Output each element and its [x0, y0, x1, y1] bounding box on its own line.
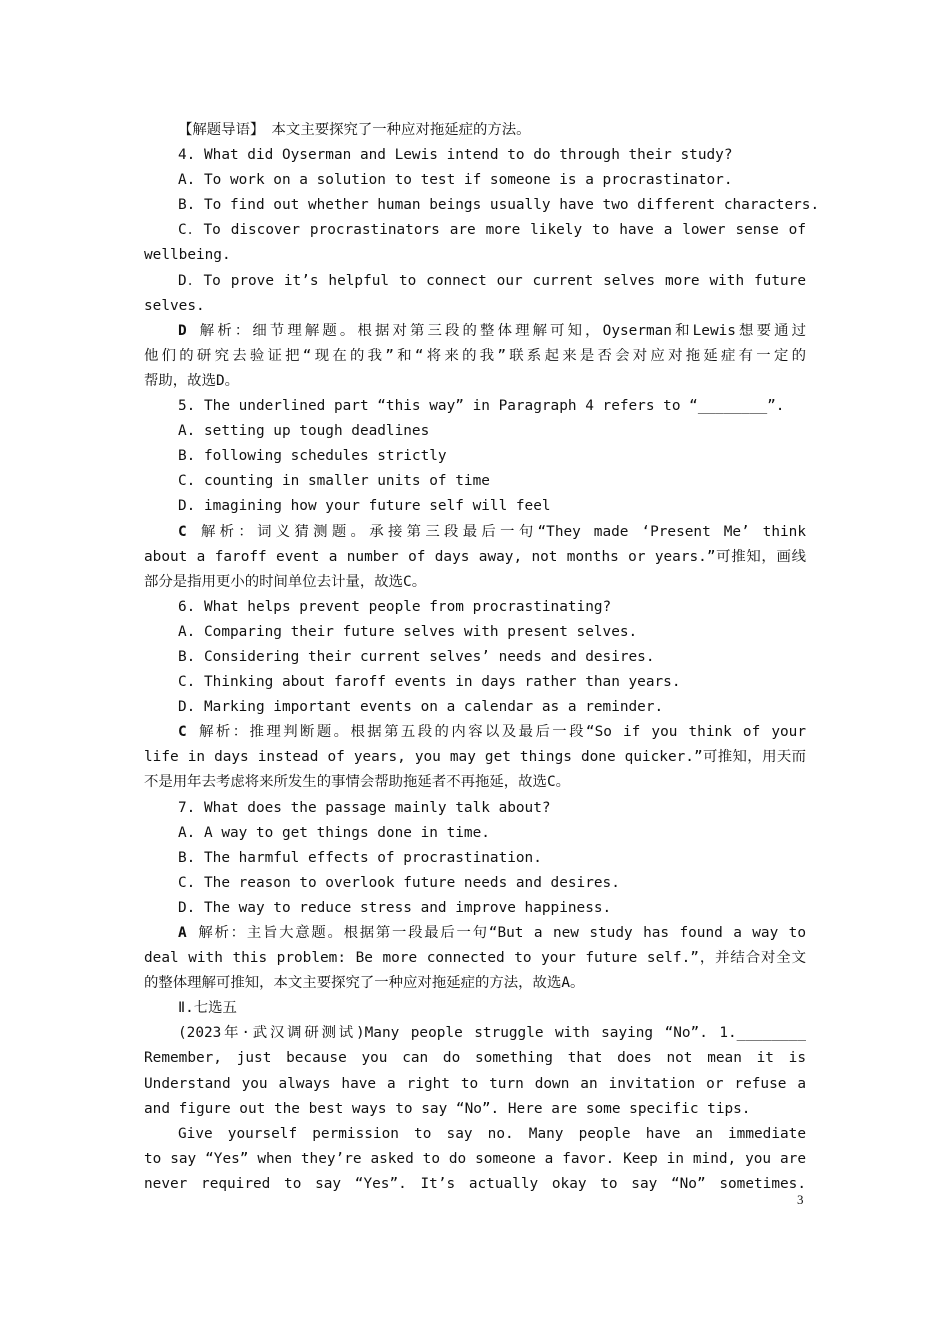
q7-answer: A [178, 925, 187, 941]
q7-option-b: B. The harmful effects of procrastination. [178, 849, 542, 866]
q7-explanation-cont: deal with this problem: Be more connected to your future self.”，并结合对全文 [144, 950, 806, 967]
q6-option-d: D. Marking important events on a calendar as a reminder. [178, 699, 664, 716]
q4-option-c-cont: wellbeing. [144, 247, 231, 264]
question-5: 5. The underlined part “this way” in Paragraph 4 refers to “________”. [178, 398, 785, 415]
q5-option-a: A. setting up tough deadlines [178, 423, 430, 440]
q7-option-d: D. The way to reduce stress and improve happiness. [178, 899, 612, 916]
question-4: 4. What did Oyserman and Lewis intend to do through their study? [178, 147, 733, 164]
q4-option-b: B. To find out whether human beings usually have two different characters. [178, 197, 820, 214]
section-heading: Ⅱ.七选五 [178, 1000, 237, 1017]
q7-option-a: A. A way to get things done in time. [178, 824, 490, 841]
q5-option-d: D. imagining how your future self will feel [178, 498, 551, 515]
q5-option-b: B. following schedules strictly [178, 448, 447, 465]
q4-option-d: D．To prove it’s helpful to connect our current selves more with future [178, 272, 806, 289]
q5-explanation: C 解析：词义猜测题。承接第三段最后一句“They made ‘Present Me’ think [178, 523, 806, 540]
q6-explanation-end: 不是用年去考虑将来所发生的事情会帮助拖延者不再拖延，故选C。 [144, 774, 570, 791]
q5-explanation-cont: about a faroff event a number of days away, not months or years.”可推知，画线 [144, 548, 806, 565]
q5-answer: C [178, 523, 187, 540]
q4-option-d-cont: selves. [144, 297, 205, 314]
q6-option-a: A. Comparing their future selves with present selves. [178, 623, 638, 640]
q6-option-c: C. Thinking about faroff events in days rather than years. [178, 674, 681, 691]
q4-explanation-cont: 他们的研究去验证把“现在的我”和“将来的我”联系起来是否会对应对拖延症有一定的 [144, 347, 806, 364]
q7-explanation-end: 的整体理解可推知，本文主要探究了一种应对拖延症的方法，故选A。 [144, 975, 585, 992]
q4-explanation: D 解析：细节理解题。根据对第三段的整体理解可知，Oyserman和Lewis想要通过 [178, 322, 806, 339]
q5-option-c: C. counting in smaller units of time [178, 473, 490, 490]
question-7: 7. What does the passage mainly talk about? [178, 799, 551, 816]
page-number: 3 [797, 1192, 804, 1207]
q5-explanation-end: 部分是指用更小的时间单位去计量，故选C。 [144, 573, 427, 590]
q4-explanation-end: 帮助，故选D。 [144, 372, 240, 389]
passage-line-4: and figure out the best ways to say “No”. Here are some specific tips. [144, 1100, 751, 1117]
passage-line-3: Understand you always have a right to turn down an invitation or refuse a [144, 1075, 806, 1092]
q7-option-c: C. The reason to overlook future needs and desires. [178, 874, 620, 891]
q4-answer: D [178, 322, 187, 339]
document-body [144, 118, 820, 1197]
q7-explanation: A 解析：主旨大意题。根据第一段最后一句“But a new study has found a way to [178, 925, 806, 941]
q6-answer: C [178, 724, 187, 741]
passage-line-2: Remember, just because you can do something that does not mean it is [144, 1050, 806, 1067]
passage-line-1: (2023年·武汉调研测试)Many people struggle with saying “No”. 1.________ [178, 1025, 806, 1042]
q4-option-a: A. To work on a solution to test if someone is a procrastinator. [178, 172, 733, 189]
passage-line-6: to say “Yes” when they’re asked to do someone a favor. Keep in mind, you are [144, 1150, 806, 1167]
passage-line-7: never required to say “Yes”. It’s actually okay to say “No” sometimes. [144, 1175, 806, 1192]
q6-explanation-cont: life in days instead of years, you may get things done quicker.”可推知，用天而 [144, 749, 806, 766]
passage-line-5: Give yourself permission to say no. Many people have an immediate [178, 1125, 806, 1142]
question-6: 6. What helps prevent people from procrastinating? [178, 598, 612, 615]
q6-explanation: C 解析：推理判断题。根据第五段的内容以及最后一段“So if you think of your [178, 724, 806, 741]
q6-option-b: B. Considering their current selves’ needs and desires. [178, 648, 655, 665]
guide-heading: 【解题导语】 本文主要探究了一种应对拖延症的方法。 [178, 122, 531, 138]
q4-option-c: C．To discover procrastinators are more likely to have a lower sense of [178, 222, 806, 239]
